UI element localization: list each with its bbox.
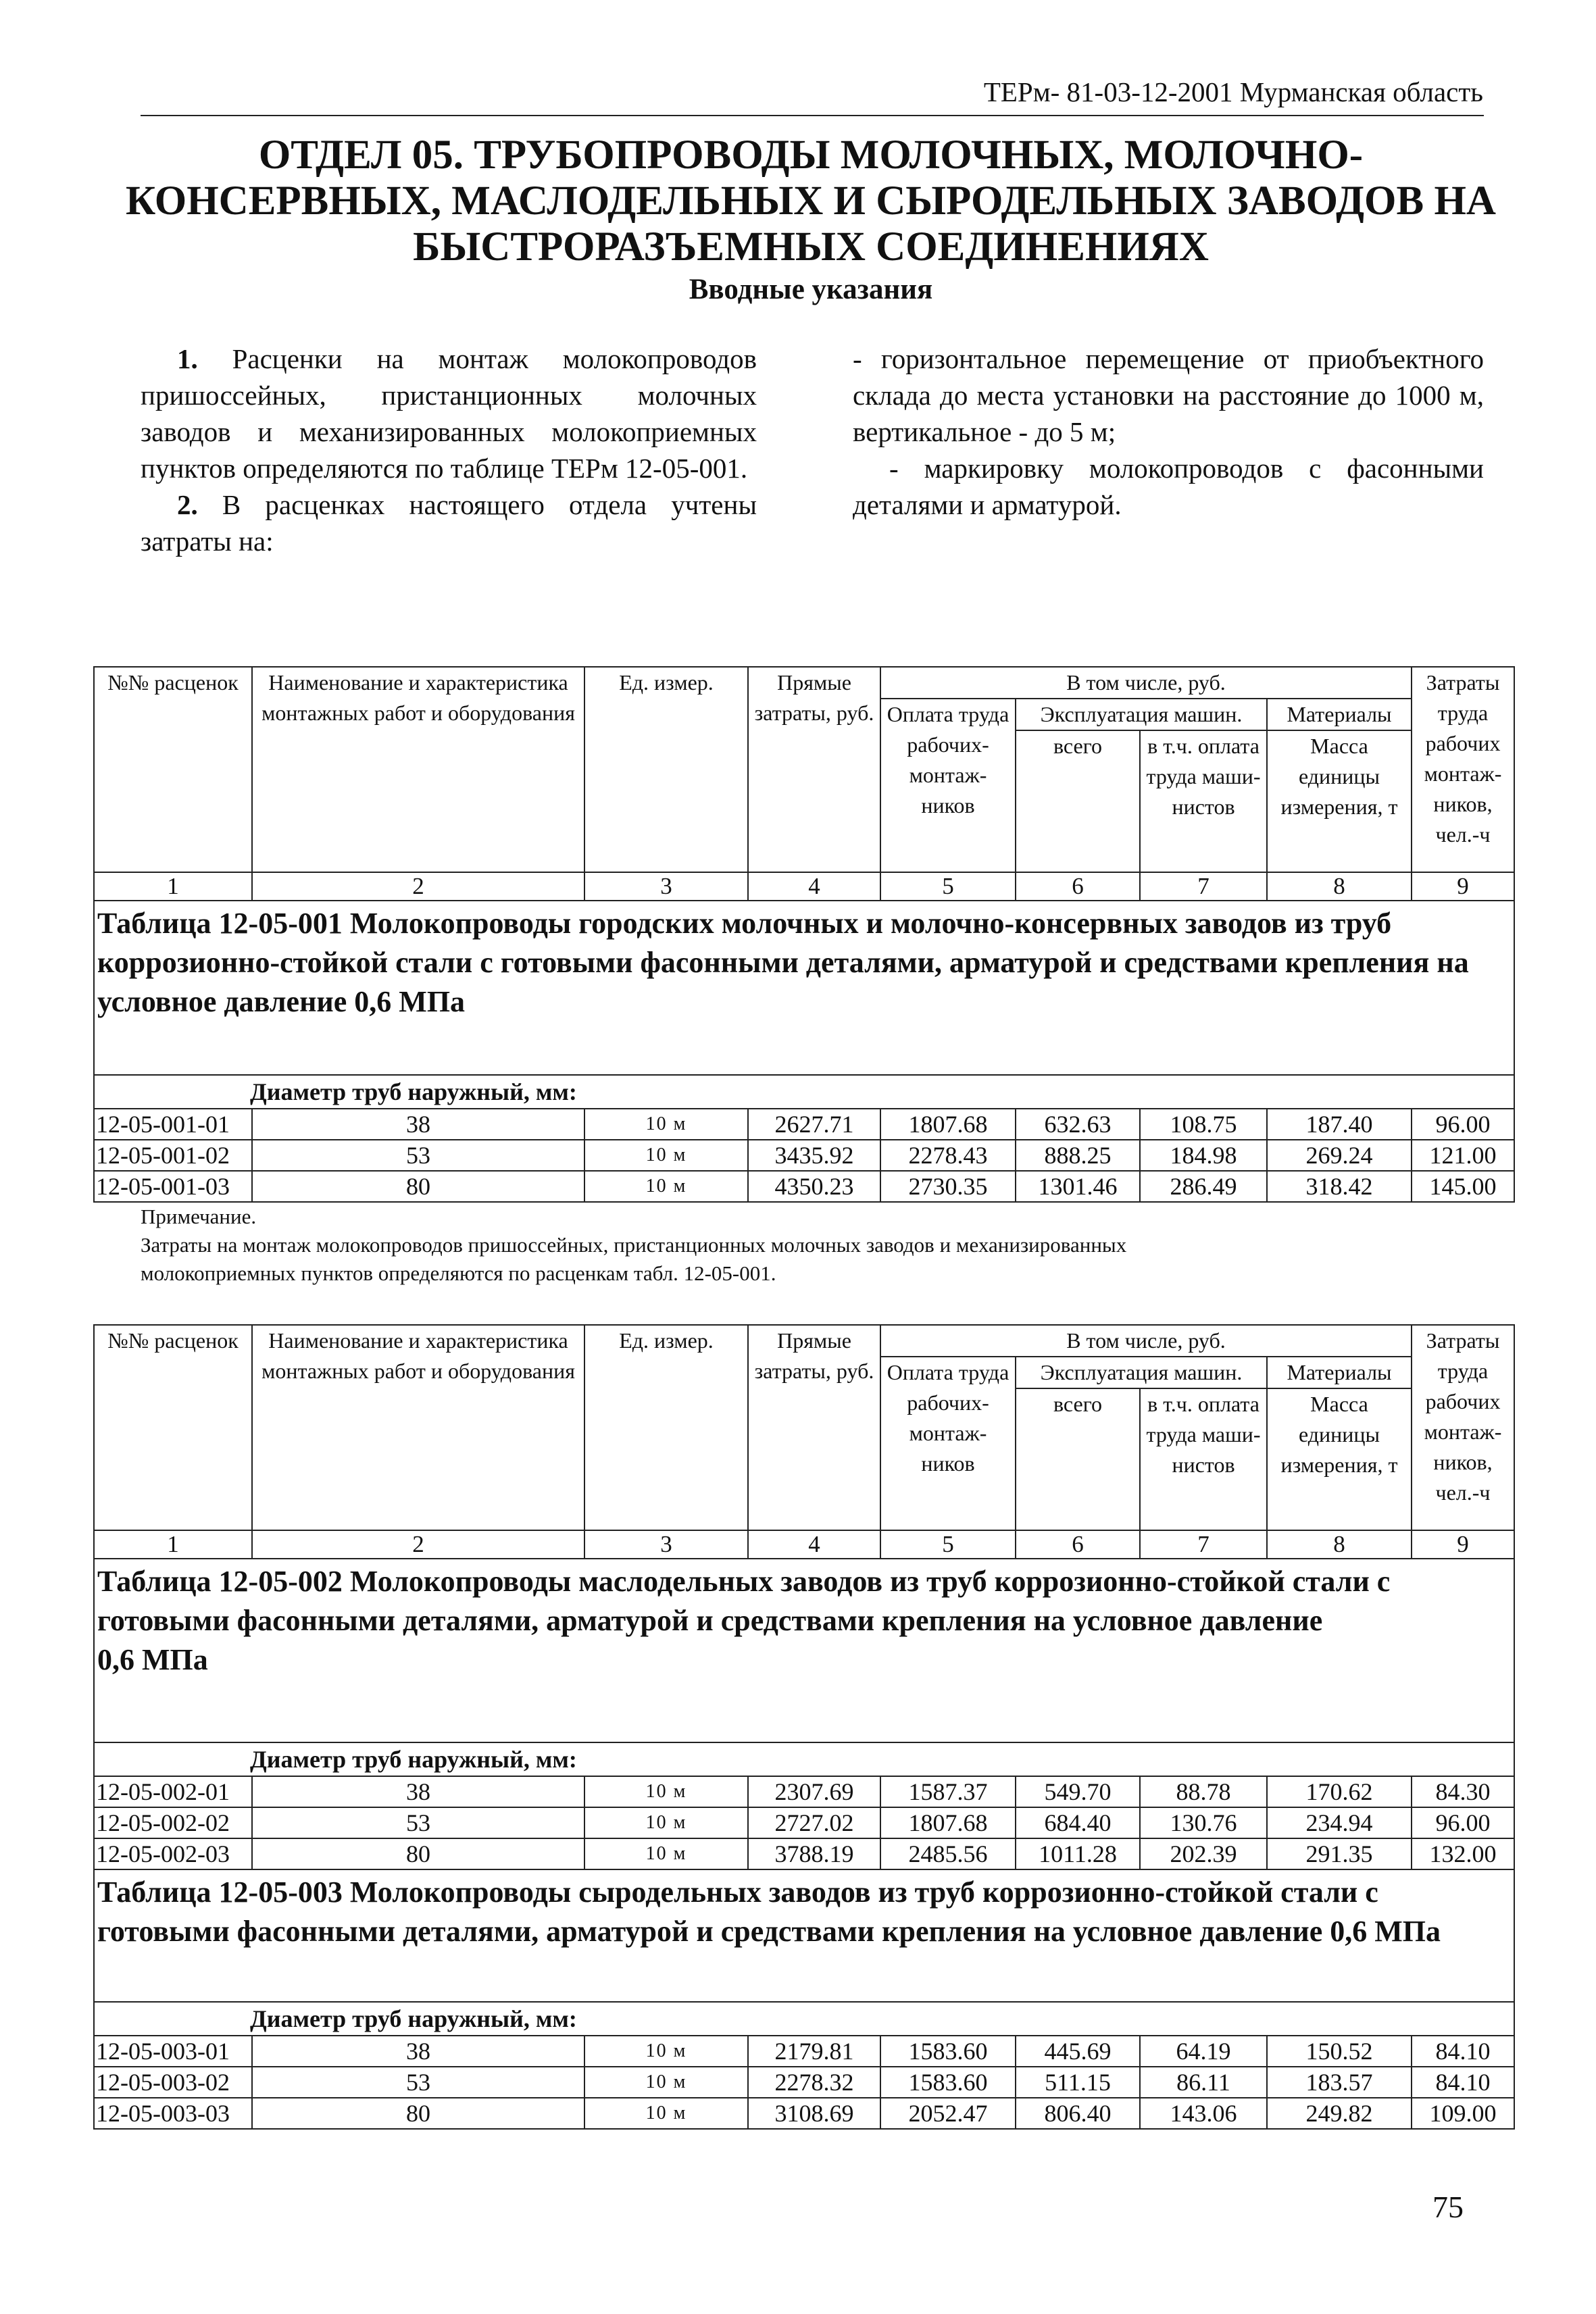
materials: 150.52: [1267, 2036, 1412, 2067]
operator-pay: 130.76: [1140, 1807, 1267, 1838]
diameter-label: Диаметр труб наружный, мм:: [94, 1742, 1514, 1776]
table-row: [94, 1109, 1514, 1140]
operator-pay: 184.98: [1140, 1140, 1267, 1171]
header-worker-pay: Оплата труда рабочих-монтаж-ников: [880, 1357, 1016, 1530]
worker-pay: 1583.60: [880, 2067, 1016, 2098]
table-row: [94, 2036, 1514, 2067]
rate-code: 12-05-001-03: [94, 1171, 252, 1202]
note-label: Примечание.: [141, 1205, 257, 1228]
operator-pay: 143.06: [1140, 2098, 1267, 2129]
column-number: 9: [1412, 872, 1514, 901]
unit: 10 м: [584, 2098, 748, 2129]
header-including: В том числе, руб.: [880, 667, 1412, 699]
rate-code: 12-05-002-03: [94, 1838, 252, 1869]
unit: 10 м: [584, 1807, 748, 1838]
section-subtitle: Вводные указания: [689, 274, 933, 305]
column-number: 6: [1016, 1530, 1140, 1559]
machine-total: 888.25: [1016, 1140, 1140, 1171]
column-number: 5: [880, 1530, 1016, 1559]
header-machine-operation: Эксплуатация машин.: [1016, 1357, 1267, 1388]
table-row: [94, 1838, 1514, 1869]
header-rule: [141, 115, 1484, 116]
note-text-line-2: молокоприемных пунктов определяются по расценкам табл. 12-05-001.: [141, 1261, 776, 1285]
header-operator-pay: в т.ч. оплата труда маши-нистов: [1140, 730, 1267, 872]
materials: 234.94: [1267, 1807, 1412, 1838]
pipe-diameter: 53: [252, 1140, 584, 1171]
header-work-name: Наименование и характеристика монтажных работ и оборудования: [252, 1325, 584, 1530]
direct-costs: 4350.23: [748, 1171, 880, 1202]
table-2-title-text: Таблица 12-05-002 Молокопроводы маслодельных заводов из труб коррозионно-стойкой стали с готовыми фасонными деталями, арматурой и средствами крепления на условное давление: [97, 1565, 1391, 1637]
header-work-name: Наименование и характеристика монтажных работ и оборудования: [252, 667, 584, 872]
intro-paragraph-1: [141, 341, 757, 486]
column-number: 1: [94, 1530, 252, 1559]
labor-hours: 132.00: [1412, 1838, 1514, 1869]
materials: 170.62: [1267, 1776, 1412, 1807]
materials: 318.42: [1267, 1171, 1412, 1202]
unit: 10 м: [584, 1171, 748, 1202]
machine-total: 1301.46: [1016, 1171, 1140, 1202]
header-direct-costs: Прямые затраты, руб.: [748, 1325, 880, 1530]
operator-pay: 88.78: [1140, 1776, 1267, 1807]
direct-costs: 2179.81: [748, 2036, 880, 2067]
header-worker-pay: Оплата труда рабочих-монтаж-ников: [880, 699, 1016, 872]
direct-costs: 2727.02: [748, 1807, 880, 1838]
intro-paragraph-1-text: Расценки на монтаж молокопроводов пришоссейных, пристанционных молочных заводов и механизированных молокоприемных пунктов определяются по таблице ТЕРм 12-05-001.: [141, 343, 757, 484]
column-number: 6: [1016, 872, 1140, 901]
column-number: 7: [1140, 872, 1267, 901]
labor-hours: 121.00: [1412, 1140, 1514, 1171]
table-row: [94, 2098, 1514, 2129]
header-machine-total: всего: [1016, 730, 1140, 872]
labor-hours: 84.30: [1412, 1776, 1514, 1807]
header-unit: Ед. измер.: [584, 1325, 748, 1530]
materials: 183.57: [1267, 2067, 1412, 2098]
pipe-diameter: 38: [252, 2036, 584, 2067]
pipe-diameter: 80: [252, 1838, 584, 1869]
materials: 269.24: [1267, 1140, 1412, 1171]
unit: 10 м: [584, 2067, 748, 2098]
section-title-line-2: КОНСЕРВНЫХ, МАСЛОДЕЛЬНЫХ И СЫРОДЕЛЬНЫХ ЗАВОДОВ НА: [126, 178, 1496, 224]
column-number: 4: [748, 1530, 880, 1559]
header-machine-total: всего: [1016, 1388, 1140, 1530]
column-number: 7: [1140, 1530, 1267, 1559]
intro-paragraph-2-text: В расценках настоящего отдела учтены затраты на:: [141, 489, 757, 557]
direct-costs: 2627.71: [748, 1109, 880, 1140]
intro-left-column: [141, 341, 757, 559]
direct-costs: 3108.69: [748, 2098, 880, 2129]
header-materials: Материалы: [1267, 1357, 1412, 1388]
header-rate-number: №№ расценок: [94, 667, 252, 872]
table-row: [94, 1807, 1514, 1838]
operator-pay: 86.11: [1140, 2067, 1267, 2098]
table-1-title: Таблица 12-05-001 Молокопроводы городских молочных и молочно-консервных заводов из труб коррозионно-стойкой стали с готовыми фасонными деталями, арматурой и средствами крепления на условное давление 0,6 МПа: [94, 901, 1514, 1075]
diameter-label: Диаметр труб наружный, мм:: [94, 1075, 1514, 1109]
rate-code: 12-05-003-03: [94, 2098, 252, 2129]
table-row: [94, 2067, 1514, 2098]
column-number: 8: [1267, 1530, 1412, 1559]
column-number: 4: [748, 872, 880, 901]
section-title-line-1: ОТДЕЛ 05. ТРУБОПРОВОДЫ МОЛОЧНЫХ, МОЛОЧНО-: [258, 132, 1364, 178]
table-row: [94, 1140, 1514, 1171]
labor-hours: 96.00: [1412, 1109, 1514, 1140]
diameter-label: Диаметр труб наружный, мм:: [94, 2002, 1514, 2036]
header-machine-operation: Эксплуатация машин.: [1016, 699, 1267, 730]
header-unit-mass: Масса единицы измерения, т: [1267, 1388, 1412, 1530]
machine-total: 549.70: [1016, 1776, 1140, 1807]
header-labor-hours: Затраты труда рабочих монтаж-ников, чел.-ч: [1412, 1325, 1514, 1530]
direct-costs: 3435.92: [748, 1140, 880, 1171]
intro-item-transport: - горизонтальное перемещение от приобъектного склада до места установки на расстояние до 1000 м, вертикальное - до 5 м;: [853, 343, 1484, 447]
labor-hours: 109.00: [1412, 2098, 1514, 2129]
labor-hours: 96.00: [1412, 1807, 1514, 1838]
rate-code: 12-05-003-01: [94, 2036, 252, 2067]
header-rate-number: №№ расценок: [94, 1325, 252, 1530]
section-title-line-3: БЫСТРОРАЗЪЕМНЫХ СОЕДИНЕНИЯХ: [413, 224, 1209, 270]
worker-pay: 1583.60: [880, 2036, 1016, 2067]
intro-paragraph-2-number: 2.: [177, 489, 198, 520]
machine-total: 511.15: [1016, 2067, 1140, 2098]
column-number: 1: [94, 872, 252, 901]
column-number: 2: [252, 1530, 584, 1559]
labor-hours: 145.00: [1412, 1171, 1514, 1202]
operator-pay: 64.19: [1140, 2036, 1267, 2067]
header-operator-pay: в т.ч. оплата труда маши-нистов: [1140, 1388, 1267, 1530]
operator-pay: 286.49: [1140, 1171, 1267, 1202]
column-number: 5: [880, 872, 1016, 901]
rate-code: 12-05-002-02: [94, 1807, 252, 1838]
page-number: 75: [1432, 2190, 1464, 2224]
pipe-diameter: 38: [252, 1109, 584, 1140]
pipe-diameter: 53: [252, 1807, 584, 1838]
worker-pay: 2730.35: [880, 1171, 1016, 1202]
pipe-diameter: 53: [252, 2067, 584, 2098]
column-number: 9: [1412, 1530, 1514, 1559]
document-header-code: ТЕРм- 81-03-12-2001 Мурманская область: [983, 76, 1483, 107]
price-table-1: [93, 666, 1515, 1203]
pipe-diameter: 80: [252, 1171, 584, 1202]
worker-pay: 1807.68: [880, 1807, 1016, 1838]
intro-item-marking: - маркировку молокопроводов с фасонными деталями и арматурой.: [853, 453, 1484, 520]
materials: 249.82: [1267, 2098, 1412, 2129]
direct-costs: 2278.32: [748, 2067, 880, 2098]
machine-total: 1011.28: [1016, 1838, 1140, 1869]
pipe-diameter: 80: [252, 2098, 584, 2129]
machine-total: 632.63: [1016, 1109, 1140, 1140]
rate-code: 12-05-002-01: [94, 1776, 252, 1807]
column-number: 3: [584, 1530, 748, 1559]
note-text-line-1: Затраты на монтаж молокопроводов пришоссейных, пристанционных молочных заводов и механизированных: [141, 1233, 1127, 1257]
pipe-diameter: 38: [252, 1776, 584, 1807]
table-row: [94, 1776, 1514, 1807]
worker-pay: 1807.68: [880, 1109, 1016, 1140]
header-labor-hours: Затраты труда рабочих монтаж-ников, чел.-ч: [1412, 667, 1514, 872]
unit: 10 м: [584, 1776, 748, 1807]
operator-pay: 202.39: [1140, 1838, 1267, 1869]
direct-costs: 3788.19: [748, 1838, 880, 1869]
rate-code: 12-05-001-01: [94, 1109, 252, 1140]
intro-paragraph-2: [141, 486, 757, 559]
rate-code: 12-05-001-02: [94, 1140, 252, 1171]
worker-pay: 2485.56: [880, 1838, 1016, 1869]
machine-total: 806.40: [1016, 2098, 1140, 2129]
materials: 291.35: [1267, 1838, 1412, 1869]
intro-right-column: [853, 341, 1484, 523]
direct-costs: 2307.69: [748, 1776, 880, 1807]
rate-code: 12-05-003-02: [94, 2067, 252, 2098]
unit: 10 м: [584, 2036, 748, 2067]
labor-hours: 84.10: [1412, 2036, 1514, 2067]
header-materials: Материалы: [1267, 699, 1412, 730]
table-row: [94, 1171, 1514, 1202]
unit: 10 м: [584, 1109, 748, 1140]
price-table-2: [93, 1324, 1515, 2130]
table-1-note: [141, 1203, 1478, 1288]
machine-total: 445.69: [1016, 2036, 1140, 2067]
column-number: 3: [584, 872, 748, 901]
worker-pay: 2278.43: [880, 1140, 1016, 1171]
table-2-title: [94, 1559, 1514, 1742]
machine-total: 684.40: [1016, 1807, 1140, 1838]
header-unit-mass: Масса единицы измерения, т: [1267, 730, 1412, 872]
header-direct-costs: Прямые затраты, руб.: [748, 667, 880, 872]
table-3-title: Таблица 12-05-003 Молокопроводы сыродельных заводов из труб коррозионно-стойкой стали с готовыми фасонными деталями, арматурой и средствами крепления на условное давление 0,6 МПа: [94, 1869, 1514, 2002]
header-including: В том числе, руб.: [880, 1325, 1412, 1357]
section-title: [101, 132, 1520, 270]
materials: 187.40: [1267, 1109, 1412, 1140]
operator-pay: 108.75: [1140, 1109, 1267, 1140]
unit: 10 м: [584, 1140, 748, 1171]
column-number: 2: [252, 872, 584, 901]
table-2-title-pressure: 0,6 МПа: [97, 1643, 208, 1676]
labor-hours: 84.10: [1412, 2067, 1514, 2098]
unit: 10 м: [584, 1838, 748, 1869]
header-unit: Ед. измер.: [584, 667, 748, 872]
column-number: 8: [1267, 872, 1412, 901]
intro-paragraph-1-number: 1.: [177, 343, 198, 374]
worker-pay: 1587.37: [880, 1776, 1016, 1807]
worker-pay: 2052.47: [880, 2098, 1016, 2129]
